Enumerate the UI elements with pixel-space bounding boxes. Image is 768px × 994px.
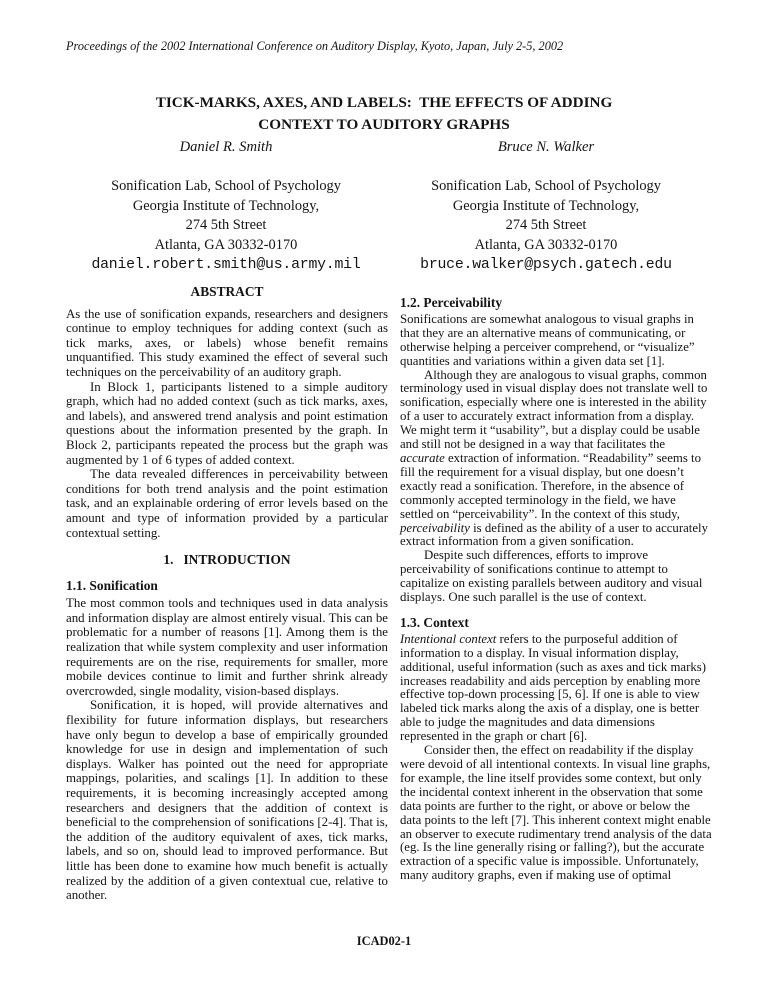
paragraph: The data revealed differences in perceivability between conditions for both trend analysis and the point estimation task, and an explainable ordering of error levels based on the amount and type of information provided by a particular contextual setting. [66, 467, 388, 540]
section-heading-introduction: 1. INTRODUCTION [163, 552, 291, 568]
paragraph: Despite such differences, efforts to improve perceivability of sonifications continue to attempt to capitalize on existing parallels between auditory and visual displays. One such parallel is the use of context. [400, 548, 703, 605]
affiliation-line: Atlanta, GA 30332-0170 [474, 236, 618, 253]
paragraph: Sonifications are somewhat analogous to visual graphs in that they are an alternative means of communicating, or otherwise helping a perceiver comprehend, or “visualize” quantities and variations within a given data set [1]. [400, 311, 695, 368]
page-footer: ICAD02-1 [356, 934, 412, 948]
affiliation-line: Georgia Institute of Technology, [132, 197, 320, 214]
section-heading-perceivability: 1.2. Perceivability [400, 295, 503, 310]
affiliation-line: Sonification Lab, School of Psychology [111, 178, 341, 194]
paragraph: Although they are analogous to visual graphs, common terminology used in visual display does not translate well to sonification, especially where one is interested in the ability of a user to accurately extract information from a display. We might term it “usability”, but a display could be usable and still not be designed in a way that facilitates the accurate extraction of information. “Readability” seems to fill the requirement for a visual display, but one doesn’t exactly read a sonification. Therefore, in the absence of commonly accepted terminology in the field, we have settled on “perceivability”. In the context of this study, perceivability is defined as the ability of a user to accurately extract information from a given sonification. [400, 367, 708, 549]
affiliation-walker [386, 177, 706, 276]
section-body-context [400, 633, 712, 883]
affiliation-smith [66, 177, 386, 276]
paragraph: The most common tools and techniques used in data analysis and information display are almost entirely visual. This can be problematic for a number of reasons [1]. Among them is the realization that while system complexity and user information requirements are on the rise, requirements for smaller, more mobile devices continue to limit and further shrink already overcrowded, single modality, vision-based displays. [66, 596, 388, 698]
section-body-sonification [66, 596, 388, 902]
section-body-perceivability [400, 313, 712, 605]
affiliation-line: Sonification Lab, School of Psychology [431, 178, 661, 194]
affiliation-line: Georgia Institute of Technology, [452, 197, 640, 214]
author-email-smith: daniel.robert.smith@us.army.mil [91, 257, 361, 274]
paragraph: Sonification, it is hoped, will provide alternatives and flexibility for future information displays, but researchers have only begun to develop a base of empirically grounded knowledge for use in design and implementation of such displays. Walker has pointed out the need for appropriate mappings, polarities, and scalings [1]. In addition to these requirements, it is becoming increasingly accepted among researchers and designers that the addition of context is beneficial to the comprehension of sonifications [2-4]. That is, the addition of the auditory equivalent of axes, tick marks, labels, and so on, should lead to improved performance. But little has been done to examine how much benefit is actually realized by the addition of a given contextual cue, relative to another. [66, 698, 388, 903]
paragraph: As the use of sonification expands, researchers and designers continue to employ techniques for adding context (such as tick marks, axes, or labels) whose benefit remains unquantified. This study examined the effect of several such techniques on the perceivability of an auditory graph. [66, 306, 388, 379]
affiliation-line: 274 5th Street [185, 217, 267, 234]
column-right [400, 285, 712, 883]
paragraph: In Block 1, participants listened to a simple auditory graph, which had no added context (such as tick marks, axes, and labels), and answered trend analysis and point estimation questions about the information presented by the graph. In Block 2, participants repeated the process but the graph was augmented by 1 of 6 types of added context. [66, 379, 388, 467]
abstract-heading: ABSTRACT [190, 284, 264, 299]
paper-title: TICK-MARKS, AXES, AND LABELS: THE EFFECTS OF ADDING CONTEXT TO AUDITORY GRAPHS [155, 94, 613, 133]
running-header: Proceedings of the 2002 International Conference on Auditory Display, Kyoto, Japan, July 2-5, 2002 [66, 39, 564, 53]
section-heading-sonification: 1.1. Sonification [66, 577, 158, 593]
authors-row [66, 139, 706, 156]
section-heading-context: 1.3. Context [400, 614, 469, 630]
column-left [66, 285, 388, 903]
affiliation-line: Atlanta, GA 30332-0170 [154, 236, 298, 253]
paragraph: Intentional context refers to the purposeful addition of information to a display. In visual information display, additional, useful information (such as axes and tick marks) increases readability and aids perception by enabling more effective top-down processing [5, 6]. If one is able to view labeled tick marks along the axis of a display, one is better able to judge the magnitudes and data dimensions represented in the graph or chart [6]. [400, 631, 706, 744]
abstract-body [66, 307, 388, 541]
author-name-smith: Daniel R. Smith [179, 139, 273, 155]
paragraph: Consider then, the effect on readability if the display were devoid of all intentional contexts. In visual line graphs, for example, the line itself provides some context, but only the incidental context inherent in the observation that some data points are further to the right, or above or below the data points to the left [7]. This inherent context might enable an observer to execute rudimentary trend analysis of the data (eg. Is the line generally rising or falling?), but the accurate extraction of a specific value is impossible. Unfortunately, many auditory graphs, even if making use of optimal [400, 743, 712, 883]
author-email-walker: bruce.walker@psych.gatech.edu [420, 257, 672, 274]
author-name-walker: Bruce N. Walker [497, 139, 595, 155]
affiliations-row [66, 177, 706, 276]
two-column-body [66, 285, 712, 903]
affiliation-line: 274 5th Street [505, 217, 587, 234]
